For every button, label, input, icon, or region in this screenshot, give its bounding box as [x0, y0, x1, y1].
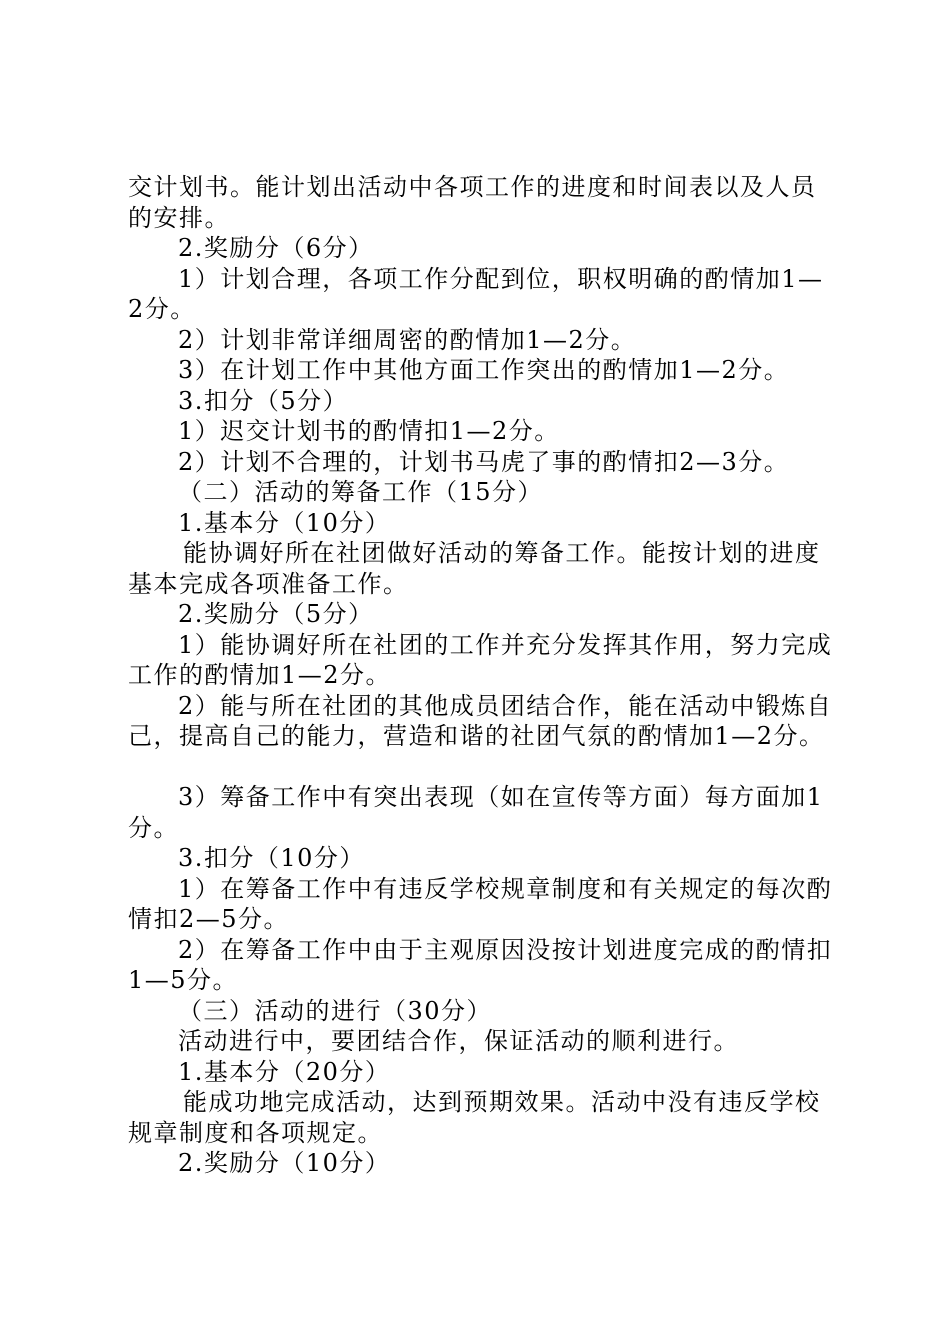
text-line: 能协调好所在社团做好活动的筹备工作。能按计划的进度 [183, 539, 821, 567]
blank-line [128, 752, 833, 783]
text-line: 规章制度和各项规定。 [128, 1118, 383, 1147]
text-line: 2）能与所在社团的其他成员团结合作，能在活动中锻炼自 [178, 691, 833, 720]
text-line: 的安排。 [128, 203, 230, 232]
text-line: 1）计划合理，各项工作分配到位，职权明确的酌情加1— [178, 264, 824, 293]
text-line: 1）在筹备工作中有违反学校规章制度和有关规定的每次酌 [178, 874, 833, 903]
text-line: 2）在筹备工作中由于主观原因没按计划进度完成的酌情扣 [178, 935, 833, 964]
text-line: 能成功地完成活动，达到预期效果。活动中没有违反学校 [183, 1088, 821, 1116]
text-line: 交计划书。能计划出活动中各项工作的进度和时间表以及人员 [128, 173, 817, 201]
text-line: 工作的酌情加1—2分。 [128, 661, 392, 689]
section-heading: 1.基本分（10分） [178, 508, 391, 537]
text-line: 己，提高自己的能力，营造和谐的社团气氛的酌情加1—2分。 [128, 722, 825, 750]
text-line: 1）能协调好所在社团的工作并充分发挥其作用，努力完成 [178, 630, 833, 659]
section-heading: 2.奖励分（6分） [178, 234, 374, 262]
text-line: 2分。 [128, 295, 196, 323]
section-heading: 3.扣分（10分） [178, 844, 365, 872]
text-line: 3）在计划工作中其他方面工作突出的酌情加1—2分。 [178, 356, 790, 384]
text-line: 活动进行中，要团结合作，保证活动的顺利进行。 [178, 1027, 739, 1055]
section-heading: 3.扣分（5分） [178, 386, 349, 415]
section-heading: 2.奖励分（5分） [178, 600, 374, 628]
text-line: 2）计划不合理的，计划书马虎了事的酌情扣2—3分。 [178, 447, 790, 476]
text-line: 3）筹备工作中有突出表现（如在宣传等方面）每方面加1 [178, 783, 824, 811]
section-heading: 1.基本分（20分） [178, 1057, 391, 1086]
section-heading: （二）活动的筹备工作（15分） [178, 478, 544, 506]
text-line: 情扣2—5分。 [128, 905, 290, 933]
section-heading: （三）活动的进行（30分） [178, 996, 493, 1025]
text-line: 1—5分。 [128, 966, 239, 994]
text-line: 1）迟交计划书的酌情扣1—2分。 [178, 417, 560, 445]
text-line: 分。 [128, 813, 179, 842]
section-heading: 2.奖励分（10分） [178, 1149, 391, 1177]
text-line: 基本完成各项准备工作。 [128, 569, 409, 598]
text-line: 2）计划非常详细周密的酌情加1—2分。 [178, 325, 637, 354]
document-page [128, 172, 833, 1179]
